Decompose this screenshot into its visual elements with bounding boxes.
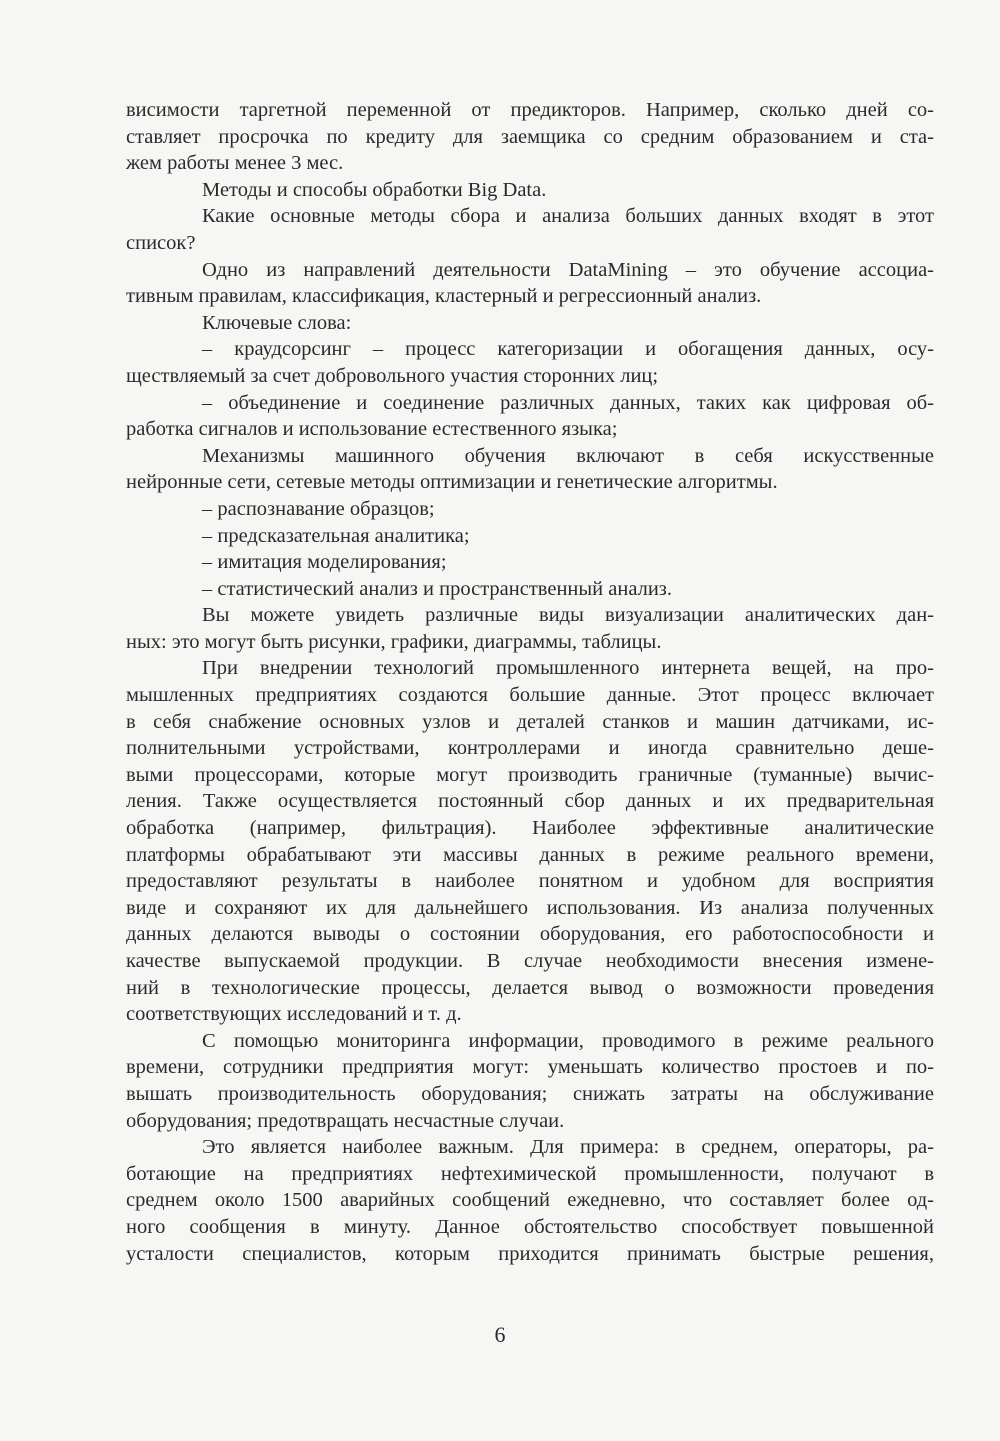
- text-line: При внедрении технологий промышленного интернета вещей, на про-: [202, 657, 934, 680]
- text-line: – объединение и соединение различных данных, таких как цифровая об-: [202, 391, 934, 414]
- text-line: – распознавание образцов;: [202, 497, 435, 520]
- text-line: жем работы менее 3 мес.: [126, 152, 344, 175]
- text-line: качестве выпускаемой продукции. В случае необходимости внесения измене-: [126, 950, 934, 972]
- text-line: Одно из направлений деятельности DataMining – это обучение ассоциа-: [202, 258, 934, 281]
- text-line: Ключевые слова:: [202, 311, 352, 334]
- text-line: данных делаются выводы о состоянии оборудования, его работоспособности и: [126, 923, 934, 946]
- page-number: 6: [494, 1322, 506, 1347]
- text-line: в себя снабжение основных узлов и деталей станков и машин датчиками, ис-: [126, 710, 934, 733]
- text-line: платформы обрабатывают эти массивы данных в режиме реального времени,: [126, 843, 934, 866]
- text-line: мышленных предприятиях создаются большие данные. Этот процесс включает: [126, 684, 934, 707]
- text-line: – статистический анализ и пространственный анализ.: [202, 577, 673, 600]
- text-line: предоставляют результаты в наиболее понятном и удобном для восприятия: [126, 870, 934, 893]
- text-line: времени, сотрудники предприятия могут: уменьшать количество простоев и по-: [126, 1056, 934, 1079]
- text-line: нейронные сети, сетевые методы оптимизации и генетические алгоритмы.: [126, 471, 778, 494]
- text-line: ного сообщения в минуту. Данное обстоятельство способствует повышенной: [126, 1215, 934, 1238]
- text-line: Какие основные методы сбора и анализа больших данных входят в этот: [202, 205, 934, 228]
- text-line: ботающие на предприятиях нефтехимической промышленности, получают в: [126, 1162, 934, 1185]
- text-line: ний в технологические процессы, делается вывод о возможности проведения: [126, 976, 934, 999]
- text-line: оборудования; предотвращать несчастные случаи.: [126, 1109, 565, 1132]
- text-line: ных: это могут быть рисунки, графики, диаграммы, таблицы.: [126, 630, 662, 653]
- text-line: виде и сохраняют их для дальнейшего использования. Из анализа полученных: [126, 896, 934, 919]
- text-line: Это является наиболее важным. Для примера: в среднем, операторы, ра-: [202, 1136, 934, 1159]
- text-line: – краудсорсинг – процесс категоризации и обогащения данных, осу-: [202, 338, 934, 361]
- text-line: обработка (например, фильтрация). Наиболее эффективные аналитические: [126, 817, 934, 840]
- text-line: висимости таргетной переменной от предикторов. Например, сколько дней со-: [126, 99, 934, 121]
- text-line: усталости специалистов, которым приходится принимать быстрые решения,: [126, 1242, 934, 1265]
- text-line: Методы и способы обработки Big Data.: [202, 178, 547, 201]
- text-line: список?: [126, 231, 196, 254]
- text-line: полнительными устройствами, контроллерами и иногда сравнительно деше-: [126, 737, 934, 760]
- text-line: ставляет просрочка по кредиту для заемщика со средним образованием и ста-: [126, 125, 934, 148]
- text-line: ления. Также осуществляется постоянный сбор данных и их предварительная: [126, 790, 934, 813]
- text-line: С помощью мониторинга информации, проводимого в режиме реального: [202, 1029, 934, 1052]
- text-line: Механизмы машинного обучения включают в себя искусственные: [202, 444, 934, 467]
- text-line: ществляемый за счет добровольного участия сторонних лиц;: [126, 364, 659, 387]
- text-line: Вы можете увидеть различные виды визуализации аналитических дан-: [202, 604, 934, 627]
- text-line: – предсказательная аналитика;: [202, 524, 470, 547]
- text-line: среднем около 1500 аварийных сообщений ежедневно, что составляет более од-: [126, 1189, 934, 1212]
- text-line: работка сигналов и использование естественного языка;: [126, 418, 618, 441]
- text-line: выми процессорами, которые могут производить граничные (туманные) вычис-: [126, 763, 934, 786]
- text-line: вышать производительность оборудования; снижать затраты на обслуживание: [126, 1082, 934, 1105]
- text-line: тивным правилам, классификация, кластерный и регрессионный анализ.: [126, 285, 762, 308]
- text-line: соответствующих исследований и т. д.: [126, 1003, 462, 1026]
- text-line: – имитация моделирования;: [202, 551, 447, 574]
- body-text: [126, 97, 934, 1267]
